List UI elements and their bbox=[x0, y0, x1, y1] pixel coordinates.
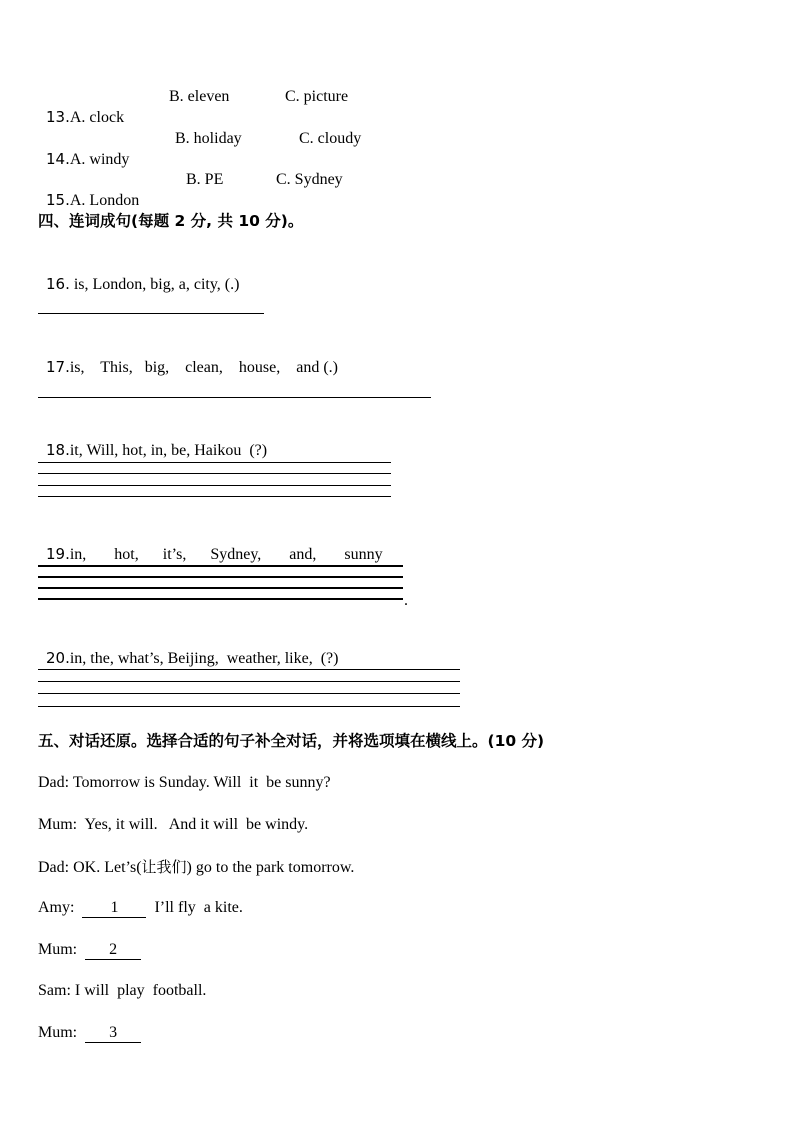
answer-line[interactable] bbox=[38, 576, 403, 578]
option-b: B. eleven bbox=[169, 88, 230, 105]
question-number: 20. bbox=[46, 649, 70, 667]
answer-line[interactable] bbox=[38, 565, 403, 567]
speaker: Mum: bbox=[38, 941, 86, 958]
question-number: 15. bbox=[46, 191, 70, 209]
answer-line[interactable] bbox=[38, 313, 264, 314]
answer-line[interactable] bbox=[38, 706, 460, 707]
question-14 bbox=[38, 129, 129, 170]
question-number: 19. bbox=[46, 545, 70, 563]
dialogue-line-dad-2 bbox=[38, 857, 354, 878]
dialogue-text: I’ll fly a kite. bbox=[146, 899, 243, 916]
chinese-gloss: 让我们 bbox=[141, 858, 187, 876]
question-words: it, Will, hot, in, be, Haikou (?) bbox=[69, 442, 268, 459]
answer-line[interactable] bbox=[38, 496, 391, 497]
end-period: . bbox=[404, 592, 408, 609]
answer-line[interactable] bbox=[38, 462, 391, 463]
dialogue-line-dad-1: Dad: Tomorrow is Sunday. Will it be sunny? bbox=[38, 774, 331, 791]
option-a: A. clock bbox=[69, 109, 125, 126]
dialogue-line-mum-2 bbox=[38, 940, 141, 960]
option-c: C. Sydney bbox=[276, 171, 343, 188]
section-5-heading: 五、对话还原。选择合适的句子补全对话，并将选项填在横线上。(10 分) bbox=[38, 732, 545, 750]
question-words: in, the, what’s, Beijing, weather, like, (?) bbox=[69, 650, 339, 667]
question-number: 16. bbox=[46, 275, 70, 293]
option-a: A. windy bbox=[69, 151, 130, 168]
answer-line[interactable] bbox=[38, 669, 460, 670]
answer-line[interactable] bbox=[38, 693, 460, 694]
question-number: 18. bbox=[46, 441, 70, 459]
answer-line[interactable] bbox=[38, 485, 391, 486]
answer-blank-1[interactable]: 1 bbox=[82, 899, 146, 918]
option-b: B. PE bbox=[186, 171, 224, 188]
question-20 bbox=[38, 628, 338, 669]
answer-line[interactable] bbox=[38, 587, 403, 589]
dialogue-line-mum-1: Mum: Yes, it will. And it will be windy. bbox=[38, 816, 309, 833]
section-4-heading: 四、连词成句(每题 2 分, 共 10 分)。 bbox=[38, 212, 304, 230]
answer-blank-2[interactable]: 2 bbox=[85, 941, 141, 960]
answer-line[interactable] bbox=[38, 473, 391, 474]
question-19 bbox=[38, 524, 383, 565]
option-c: C. cloudy bbox=[299, 130, 362, 147]
question-13 bbox=[38, 87, 124, 128]
dialogue-line-sam: Sam: I will play football. bbox=[38, 982, 207, 999]
question-17 bbox=[38, 337, 338, 378]
dialogue-line-mum-3 bbox=[38, 1023, 141, 1043]
question-16 bbox=[38, 254, 239, 295]
question-18 bbox=[38, 420, 267, 461]
question-words: is, This, big, clean, house, and (.) bbox=[69, 359, 338, 376]
question-15 bbox=[38, 170, 139, 211]
option-c: C. picture bbox=[285, 88, 349, 105]
dialogue-text: Dad: OK. Let’s( bbox=[38, 859, 142, 876]
question-words: in, hot, it’s, Sydney, and, sunny bbox=[69, 546, 383, 563]
answer-line[interactable] bbox=[38, 681, 460, 682]
speaker: Amy: bbox=[38, 899, 83, 916]
option-b: B. holiday bbox=[175, 130, 242, 147]
answer-blank-3[interactable]: 3 bbox=[85, 1024, 141, 1043]
dialogue-text: ) go to the park tomorrow. bbox=[186, 859, 355, 876]
question-number: 14. bbox=[46, 150, 70, 168]
question-number: 13. bbox=[46, 108, 70, 126]
speaker: Mum: bbox=[38, 1024, 86, 1041]
option-a: A. London bbox=[69, 192, 140, 209]
question-words: is, London, big, a, city, (.) bbox=[69, 276, 240, 293]
answer-line[interactable] bbox=[38, 598, 403, 600]
question-number: 17. bbox=[46, 358, 70, 376]
dialogue-line-amy bbox=[38, 898, 243, 918]
answer-line[interactable] bbox=[38, 397, 431, 398]
